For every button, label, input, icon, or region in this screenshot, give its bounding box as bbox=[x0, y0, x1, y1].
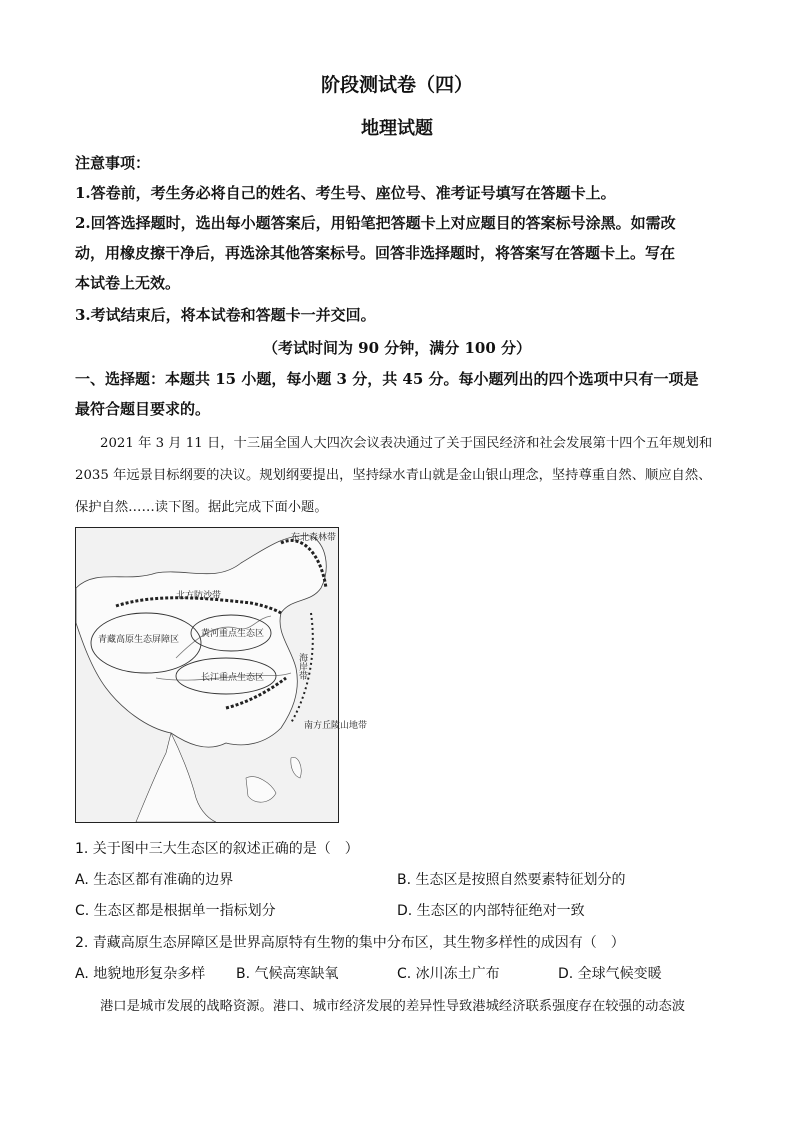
passage-1-line-3: 保护自然……读下图。据此完成下面小题。 bbox=[75, 500, 328, 515]
question-1-option-b: B. 生态区是按照自然要素特征划分的 bbox=[397, 872, 626, 888]
label-northeast: 东北森林带 bbox=[291, 533, 337, 543]
question-1-stem: 1. 关于图中三大生态区的叙述正确的是（ ） bbox=[75, 841, 359, 857]
passage-2-line-1: 港口是城市发展的战略资源。港口、城市经济发展的差异性导致港城经济联系强度存在较强的动态波 bbox=[100, 999, 686, 1014]
notes-item-2-line-3: 本试卷上无效。 bbox=[75, 274, 181, 292]
section-1-heading-line-1: 一、选择题：本题共 15 小题，每小题 3 分，共 45 分。每小题列出的四个选项中只有一项是 bbox=[75, 370, 699, 388]
label-south-hills: 南方丘陵山地带 bbox=[304, 721, 368, 731]
label-yangtze: 长江重点生态区 bbox=[201, 673, 265, 683]
question-2-option-b: B. 气候高寒缺氧 bbox=[236, 966, 339, 982]
question-2-stem: 2. 青藏高原生态屏障区是世界高原特有生物的集中分布区，其生物多样性的成因有（ ） bbox=[75, 935, 625, 951]
exam-info: （考试时间为 90 分钟，满分 100 分） bbox=[262, 339, 532, 357]
notes-item-3: 3.考试结束后，将本试卷和答题卡一并交回。 bbox=[75, 306, 376, 324]
page-subtitle: 地理试题 bbox=[361, 118, 433, 139]
notes-heading: 注意事项： bbox=[75, 154, 151, 172]
islands bbox=[246, 757, 301, 802]
question-1-option-c: C. 生态区都是根据单一指标划分 bbox=[75, 903, 276, 919]
section-1-heading-line-2: 最符合题目要求的。 bbox=[75, 400, 211, 418]
question-2-option-c: C. 冰川冻土广布 bbox=[397, 966, 500, 982]
notes-item-2-line-2: 动，用橡皮擦干净后，再选涂其他答案标号。回答非选择题时，将答案写在答题卡上。写在 bbox=[75, 244, 676, 262]
page-title: 阶段测试卷（四） bbox=[320, 74, 473, 96]
label-coast: 海岸带 bbox=[297, 653, 307, 680]
notes-item-1: 1.答卷前，考生务必将自己的姓名、考生号、座位号、准考证号填写在答题卡上。 bbox=[75, 184, 616, 202]
passage-1-line-2: 2035 年远景目标纲要的决议。规划纲要提出，坚持绿水青山就是金山银山理念，坚持尊重自然、顺应自然、 bbox=[75, 468, 712, 483]
label-north-sand: 北方防沙带 bbox=[176, 591, 222, 601]
question-1-option-d: D. 生态区的内部特征绝对一致 bbox=[397, 903, 585, 919]
question-1-option-a: A. 生态区都有准确的边界 bbox=[75, 872, 234, 888]
passage-1-line-1: 2021 年 3 月 11 日，十三届全国人大四次会议表决通过了关于国民经济和社会发展第十四个五年规划和 bbox=[100, 436, 713, 451]
map-svg bbox=[76, 528, 368, 822]
ecological-zones-map bbox=[75, 527, 368, 823]
question-2-option-a: A. 地貌地形复杂多样 bbox=[75, 966, 206, 982]
label-yellow-river: 黄河重点生态区 bbox=[201, 629, 265, 639]
question-2-option-d: D. 全球气候变暖 bbox=[558, 966, 662, 982]
notes-item-2-line-1: 2.回答选择题时，选出每小题答案后，用铅笔把答题卡上对应题目的答案标号涂黑。如需改 bbox=[75, 214, 676, 232]
label-qinghai-tibet: 青藏高原生态屏障区 bbox=[98, 635, 180, 645]
